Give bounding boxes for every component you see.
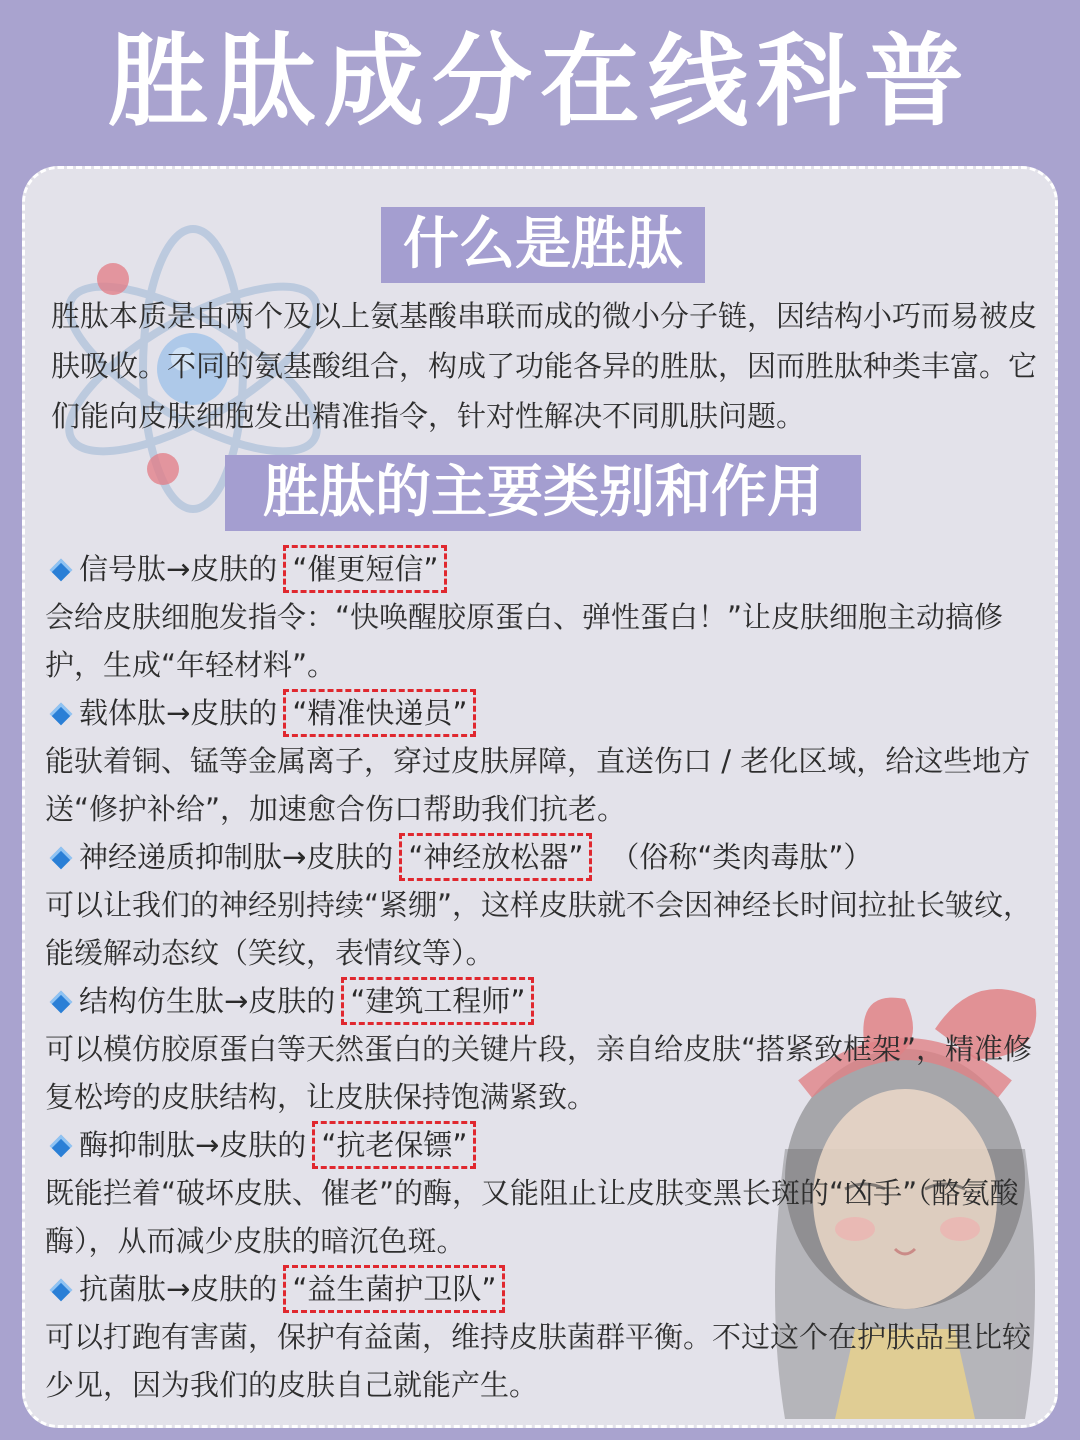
content-card <box>22 166 1058 1428</box>
blue-diamond-icon <box>50 1278 73 1301</box>
highlight-tag: “神经放松器” <box>399 833 592 881</box>
section-body: 可以模仿胶原蛋白等天然蛋白的关键片段，亲自给皮肤“搭紧致框架”，精准修复松垮的皮肤结构，让皮肤保持饱满紧致。 <box>45 1032 1033 1114</box>
blue-diamond-icon <box>50 702 73 725</box>
highlight-tag: “精准快递员” <box>283 689 476 737</box>
section-title <box>45 1121 1045 1169</box>
peptide-name: 酶抑制肽→皮肤的 <box>79 1128 307 1162</box>
peptide-name: 载体肽→皮肤的 <box>79 696 278 730</box>
page-title: 胜肽成分在线科普 <box>108 23 972 140</box>
section-body: 既能拦着“破坏皮肤、催老”的酶，又能阻止让皮肤变黑长斑的“凶手”（酪氨酸酶），从而减少皮肤的暗沉色斑。 <box>45 1176 1019 1258</box>
peptide-section <box>45 833 1045 977</box>
highlight-tag: “建筑工程师” <box>341 977 534 1025</box>
section-title <box>45 977 1045 1025</box>
section-body: 会给皮肤细胞发指令：“快唤醒胶原蛋白、弹性蛋白！”让皮肤细胞主动搞修护，生成“年轻材料”。 <box>45 600 1004 682</box>
peptide-name: 抗菌肽→皮肤的 <box>79 1272 278 1306</box>
peptide-section <box>45 545 1045 689</box>
peptide-name: 信号肽→皮肤的 <box>79 552 278 586</box>
extra-note: （俗称“类肉毒肽”） <box>610 840 873 874</box>
peptide-section <box>45 977 1045 1121</box>
section-body: 能驮着铜、锰等金属离子，穿过皮肤屏障，直送伤口 / 老化区域，给这些地方送“修护补给”，加速愈合伤口帮助我们抗老。 <box>45 744 1031 826</box>
section-body: 可以让我们的神经别持续“紧绷”，这样皮肤就不会因神经长时间拉扯长皱纹，能缓解动态纹（笑纹，表情纹等）。 <box>45 888 1033 970</box>
section-title <box>45 833 1045 881</box>
section-body: 可以打跑有害菌，保护有益菌，维持皮肤菌群平衡。不过这个在护肤品里比较少见，因为我们的皮肤自己就能产生。 <box>45 1320 1032 1402</box>
blue-diamond-icon <box>50 558 73 581</box>
intro-paragraph: 胜肽本质是由两个及以上氨基酸串联而成的微小分子链，因结构小巧而易被皮肤吸收。不同的氨基酸组合，构成了功能各异的胜肽，因而胜肽种类丰富。它们能向皮肤细胞发出精准指令，针对性解决不同肌肤问题。 <box>51 299 1038 433</box>
blue-diamond-icon <box>50 1134 73 1157</box>
blue-diamond-icon <box>50 846 73 869</box>
highlight-tag: “益生菌护卫队” <box>283 1265 505 1313</box>
highlight-tag: “抗老保镖” <box>312 1121 476 1169</box>
peptide-name: 神经递质抑制肽→皮肤的 <box>79 840 394 874</box>
peptide-section <box>45 689 1045 833</box>
peptide-name: 结构仿生肽→皮肤的 <box>79 984 336 1018</box>
section-title <box>45 689 1045 737</box>
blue-diamond-icon <box>50 990 73 1013</box>
highlight-tag: “催更短信” <box>283 545 447 593</box>
peptide-section <box>45 1121 1045 1265</box>
what-is-peptide-heading: 什么是胜肽 <box>381 207 705 283</box>
types-heading: 胜肽的主要类别和作用 <box>225 455 861 531</box>
section-title <box>45 545 1045 593</box>
peptide-section <box>45 1265 1045 1409</box>
section-title <box>45 1265 1045 1313</box>
